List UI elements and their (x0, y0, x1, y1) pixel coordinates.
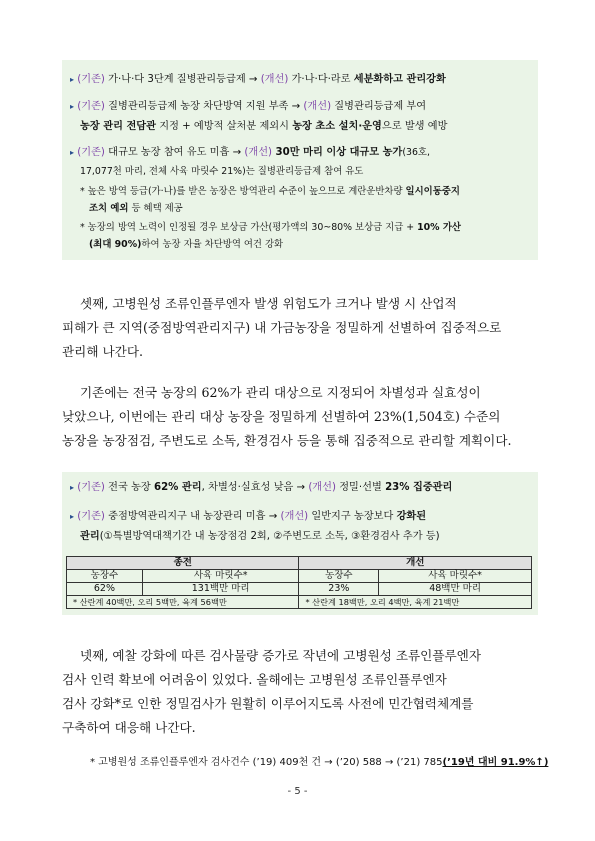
box1-bullet-3-cont: 17,077천 마리, 전체 사육 마릿수 21%)는 질병관리등급제 참여 유도 (80, 166, 364, 177)
box2-bullet-2: ▸ (기존) 중점방역관리지구 내 농장관리 미흡 → (개선) 일반지구 농장보다 강화된 (70, 511, 427, 522)
box2-bullet-1: ▸ (기존) 전국 농장 62% 관리, 차별성·실효성 낮음 → (개선) 정밀·선별 23% 집중관리 (70, 482, 453, 493)
paragraph-third: 셋째, 고병원성 조류인플루엔자 발생 위험도가 크거나 발생 시 산업적 피해가 큰 지역(중점방역관리지구) 내 가금농장을 정밀하게 선별하여 집중적으로 관리해 나간다. (62, 296, 502, 359)
box1-note-1: * 높은 방역 등급(가·나)를 받은 농장은 방역관리 수준이 높으므로 계란운반차량 일시이동중지 (80, 186, 460, 197)
table-row: 62% 131백만 마리 23% 48백만 마리 (67, 583, 532, 596)
table-header-before: 종전 (67, 557, 299, 570)
box1-bullet-1: ▸ (기존) 가·나·다 3단계 질병관리등급제 → (개선) 가·나·다·라로 세분화하고 관리강화 (70, 74, 446, 85)
box1-note-2: * 농장의 방역 노력이 인정될 경우 보상금 가산(평가액의 30~80% 보상금 지급 + 10% 가산 (80, 222, 461, 233)
paragraph-fourth: 넷째, 예찰 강화에 따른 검사물량 증가로 작년에 고병원성 조류인플루엔자 검사 인력 확보에 어려움이 있었다. 올해에는 고병원성 조류인플루엔자 검사 강화*로 인한 정밀검사가 원활히 이루어지도록 사전에 민간협력체계를 구축하여 대응해 나간다. (62, 648, 481, 735)
table-header-row (67, 557, 532, 570)
box1-bullet-2-cont: 농장 관리 전담관 지정 + 예방적 살처분 제외시 농장 초소 설치·운영으로 발생 예방 (80, 121, 448, 132)
box1-note-1-cont: 조치 예외 등 혜택 제공 (89, 203, 183, 214)
box1-bullet-2: ▸ (기존) 질병관리등급제 농장 차단방역 지원 부족 → (개선) 질병관리등급제 부여 (70, 101, 427, 112)
comparison-table (66, 556, 532, 609)
table-note-row: * 산란계 40백만, 오리 5백만, 육계 56백만 * 산란계 18백만, 오리 4백만, 육계 21백만 (67, 596, 532, 609)
table-header-after: 개선 (299, 557, 532, 570)
footnote: * 고병원성 조류인플루엔자 검사건수 (’19) 409천 건 → (’20) 588 → (’21) 785(’19년 대비 91.9%↑) (90, 757, 549, 768)
box2-bullet-2-cont: 관리(①특별방역대책기간 내 농장점검 2회, ②주변도로 소독, ③환경검사 추가 등) (80, 531, 440, 542)
box1-bullet-3: ▸ (기존) 대규모 농장 참여 유도 미흡 → (개선) 30만 마리 이상 대규모 농가(36호, (70, 147, 430, 158)
page-number: - 5 - (287, 786, 308, 797)
box1-note-2-cont: (최대 90%)하여 농장 자율 차단방역 여건 강화 (89, 239, 284, 250)
table-row: 농장수 사육 마릿수* 농장수 사육 마릿수* (67, 570, 532, 583)
paragraph-existing: 기존에는 전국 농장의 62%가 관리 대상으로 지정되어 차별성과 실효성이 낮았으나, 이번에는 관리 대상 농장을 정밀하게 선별하여 23%(1,504호) 수준의 농장을 농장점검, 주변도로 소독, 환경검사 등을 통해 집중적으로 관리할 계획이다. (62, 385, 512, 448)
